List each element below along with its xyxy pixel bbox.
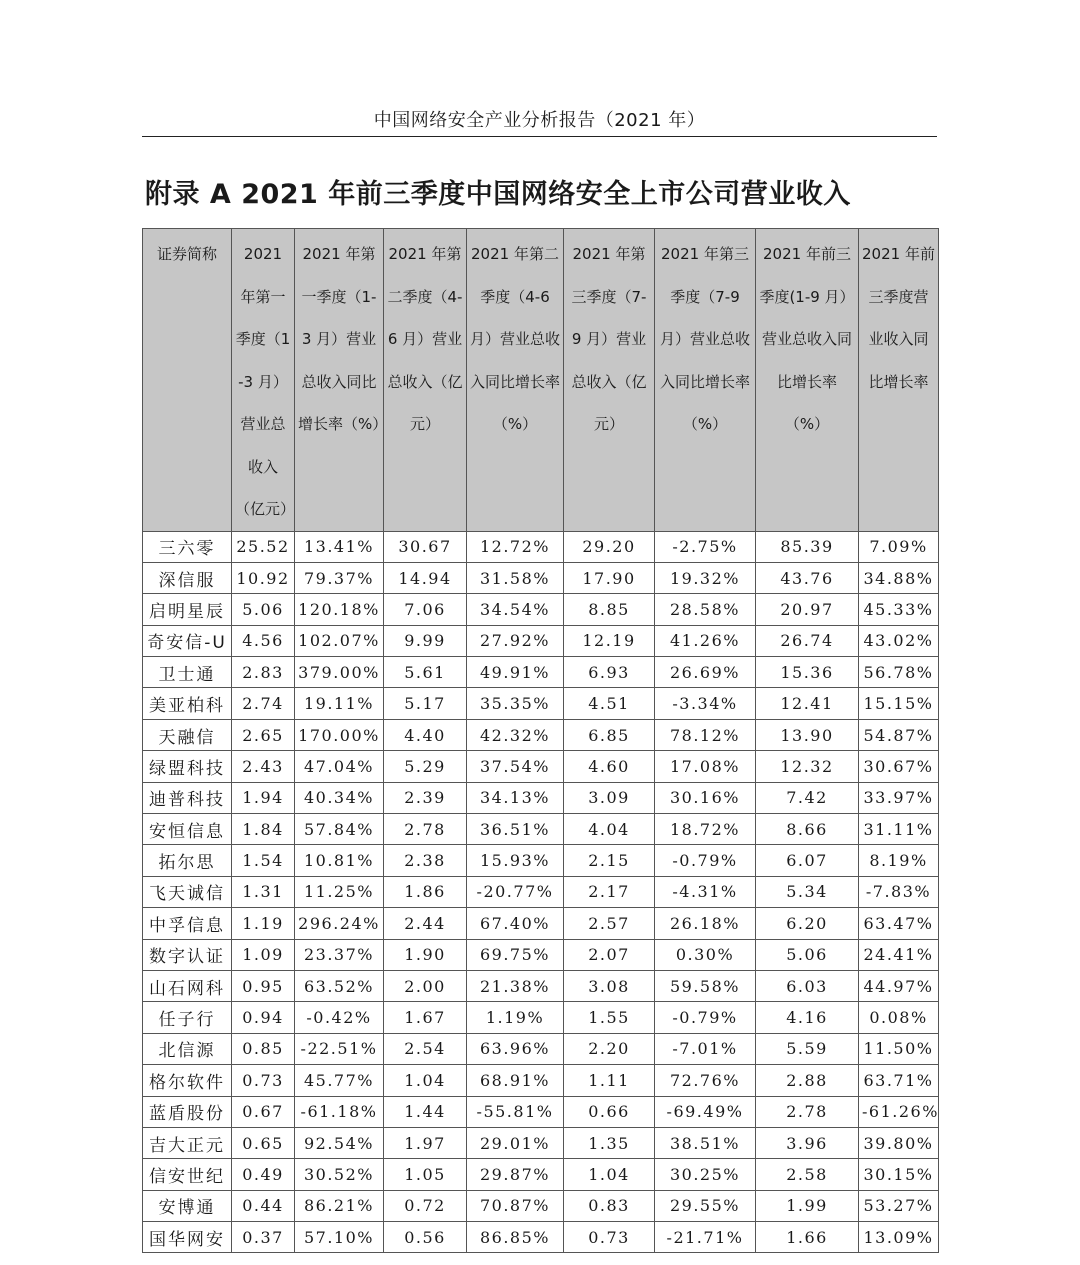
company-name-cell: 北信源 (143, 1033, 232, 1064)
value-cell: 4.60 (564, 751, 655, 782)
value-cell: 0.37 (232, 1222, 295, 1253)
value-cell: 2.58 (756, 1159, 859, 1190)
value-cell: 18.72% (655, 814, 756, 845)
value-cell: 63.52% (295, 970, 384, 1001)
company-name-cell: 天融信 (143, 719, 232, 750)
value-cell: 1.04 (564, 1159, 655, 1190)
company-name-cell: 拓尔思 (143, 845, 232, 876)
table-row (143, 876, 939, 907)
value-cell: 6.85 (564, 719, 655, 750)
value-cell: 2.83 (232, 657, 295, 688)
value-cell: 2.00 (384, 970, 467, 1001)
value-cell: 54.87% (859, 719, 939, 750)
value-cell: 69.75% (467, 939, 564, 970)
table-row (143, 531, 939, 562)
value-cell: 14.94 (384, 562, 467, 593)
value-cell: 30.52% (295, 1159, 384, 1190)
value-cell: 0.67 (232, 1096, 295, 1127)
value-cell: 1.11 (564, 1065, 655, 1096)
column-header: 2021 年第二季度（4-6 月）营业总收入（亿元） (384, 229, 467, 532)
value-cell: 59.58% (655, 970, 756, 1001)
value-cell: 1.44 (384, 1096, 467, 1127)
value-cell: 36.51% (467, 814, 564, 845)
table-row (143, 814, 939, 845)
value-cell: 1.19 (232, 908, 295, 939)
company-name-cell: 信安世纪 (143, 1159, 232, 1190)
value-cell: 43.02% (859, 625, 939, 656)
value-cell: 41.26% (655, 625, 756, 656)
value-cell: 0.73 (564, 1222, 655, 1253)
value-cell: 12.72% (467, 531, 564, 562)
table-row (143, 1222, 939, 1253)
value-cell: 1.67 (384, 1002, 467, 1033)
value-cell: 35.35% (467, 688, 564, 719)
value-cell: -2.75% (655, 531, 756, 562)
value-cell: 5.61 (384, 657, 467, 688)
table-row (143, 908, 939, 939)
company-name-cell: 飞天诚信 (143, 876, 232, 907)
value-cell: 40.34% (295, 782, 384, 813)
company-name-cell: 美亚柏科 (143, 688, 232, 719)
table-row (143, 1096, 939, 1127)
table-row (143, 751, 939, 782)
value-cell: 86.85% (467, 1222, 564, 1253)
company-name-cell: 安博通 (143, 1190, 232, 1221)
value-cell: 2.57 (564, 908, 655, 939)
value-cell: 0.73 (232, 1065, 295, 1096)
value-cell: 4.04 (564, 814, 655, 845)
value-cell: 7.09% (859, 531, 939, 562)
value-cell: 10.81% (295, 845, 384, 876)
value-cell: 5.29 (384, 751, 467, 782)
column-header: 2021 年前三季度(1-9 月）营业总收入同比增长率（%） (756, 229, 859, 532)
value-cell: 63.71% (859, 1065, 939, 1096)
value-cell: 2.17 (564, 876, 655, 907)
company-name-cell: 中孚信息 (143, 908, 232, 939)
value-cell: 6.03 (756, 970, 859, 1001)
value-cell: 3.09 (564, 782, 655, 813)
value-cell: -0.42% (295, 1002, 384, 1033)
value-cell: 1.55 (564, 1002, 655, 1033)
value-cell: 2.78 (756, 1096, 859, 1127)
value-cell: 29.01% (467, 1127, 564, 1158)
value-cell: 1.54 (232, 845, 295, 876)
value-cell: 57.84% (295, 814, 384, 845)
table-row (143, 562, 939, 593)
value-cell: 1.94 (232, 782, 295, 813)
company-name-cell: 绿盟科技 (143, 751, 232, 782)
value-cell: 20.97 (756, 594, 859, 625)
table-row (143, 782, 939, 813)
table-row (143, 1065, 939, 1096)
value-cell: 78.12% (655, 719, 756, 750)
value-cell: 2.20 (564, 1033, 655, 1064)
value-cell: 11.50% (859, 1033, 939, 1064)
value-cell: 5.17 (384, 688, 467, 719)
value-cell: 6.07 (756, 845, 859, 876)
value-cell: 57.10% (295, 1222, 384, 1253)
value-cell: 56.78% (859, 657, 939, 688)
value-cell: 1.90 (384, 939, 467, 970)
value-cell: 4.40 (384, 719, 467, 750)
value-cell: -55.81% (467, 1096, 564, 1127)
value-cell: 2.15 (564, 845, 655, 876)
value-cell: 26.18% (655, 908, 756, 939)
value-cell: 13.90 (756, 719, 859, 750)
value-cell: 19.32% (655, 562, 756, 593)
value-cell: 30.67 (384, 531, 467, 562)
value-cell: 39.80% (859, 1127, 939, 1158)
value-cell: 12.32 (756, 751, 859, 782)
value-cell: 15.15% (859, 688, 939, 719)
header-rule (142, 136, 937, 137)
value-cell: 8.66 (756, 814, 859, 845)
value-cell: 45.77% (295, 1065, 384, 1096)
value-cell: 79.37% (295, 562, 384, 593)
revenue-table (142, 228, 939, 1253)
table-row (143, 657, 939, 688)
value-cell: 70.87% (467, 1190, 564, 1221)
value-cell: 30.15% (859, 1159, 939, 1190)
running-header: 中国网络安全产业分析报告（2021 年） (373, 110, 706, 131)
value-cell: 34.54% (467, 594, 564, 625)
value-cell: 15.36 (756, 657, 859, 688)
value-cell: 0.30% (655, 939, 756, 970)
value-cell: 4.16 (756, 1002, 859, 1033)
value-cell: 31.58% (467, 562, 564, 593)
table-row (143, 688, 939, 719)
value-cell: -20.77% (467, 876, 564, 907)
value-cell: 34.88% (859, 562, 939, 593)
value-cell: 92.54% (295, 1127, 384, 1158)
value-cell: 37.54% (467, 751, 564, 782)
value-cell: 29.55% (655, 1190, 756, 1221)
company-name-cell: 数字认证 (143, 939, 232, 970)
value-cell: 2.07 (564, 939, 655, 970)
page-title: 附录 A 2021 年前三季度中国网络安全上市公司营业收入 (145, 179, 851, 210)
value-cell: 3.96 (756, 1127, 859, 1158)
value-cell: 42.32% (467, 719, 564, 750)
value-cell: 25.52 (232, 531, 295, 562)
table-row (143, 719, 939, 750)
table-row (143, 1190, 939, 1221)
value-cell: -21.71% (655, 1222, 756, 1253)
value-cell: 170.00% (295, 719, 384, 750)
value-cell: 63.96% (467, 1033, 564, 1064)
value-cell: 2.43 (232, 751, 295, 782)
value-cell: 8.19% (859, 845, 939, 876)
value-cell: 49.91% (467, 657, 564, 688)
value-cell: 1.35 (564, 1127, 655, 1158)
value-cell: 85.39 (756, 531, 859, 562)
company-name-cell: 深信服 (143, 562, 232, 593)
value-cell: 28.58% (655, 594, 756, 625)
value-cell: 11.25% (295, 876, 384, 907)
value-cell: -0.79% (655, 1002, 756, 1033)
value-cell: -3.34% (655, 688, 756, 719)
value-cell: 0.49 (232, 1159, 295, 1190)
company-name-cell: 奇安信-U (143, 625, 232, 656)
value-cell: 23.37% (295, 939, 384, 970)
value-cell: 7.06 (384, 594, 467, 625)
table-row (143, 939, 939, 970)
column-header: 证券简称 (143, 229, 232, 532)
value-cell: 0.95 (232, 970, 295, 1001)
value-cell: 0.56 (384, 1222, 467, 1253)
value-cell: -61.26% (859, 1096, 939, 1127)
value-cell: 102.07% (295, 625, 384, 656)
value-cell: 5.34 (756, 876, 859, 907)
company-name-cell: 迪普科技 (143, 782, 232, 813)
value-cell: 8.85 (564, 594, 655, 625)
value-cell: 5.06 (756, 939, 859, 970)
value-cell: 30.25% (655, 1159, 756, 1190)
value-cell: 2.39 (384, 782, 467, 813)
value-cell: 30.16% (655, 782, 756, 813)
value-cell: 27.92% (467, 625, 564, 656)
value-cell: 1.31 (232, 876, 295, 907)
company-name-cell: 山石网科 (143, 970, 232, 1001)
table-row (143, 1002, 939, 1033)
company-name-cell: 吉大正元 (143, 1127, 232, 1158)
value-cell: 4.51 (564, 688, 655, 719)
value-cell: 0.72 (384, 1190, 467, 1221)
value-cell: 19.11% (295, 688, 384, 719)
value-cell: 5.06 (232, 594, 295, 625)
value-cell: -22.51% (295, 1033, 384, 1064)
value-cell: 29.87% (467, 1159, 564, 1190)
value-cell: 10.92 (232, 562, 295, 593)
company-name-cell: 国华网安 (143, 1222, 232, 1253)
table-row (143, 970, 939, 1001)
value-cell: 2.44 (384, 908, 467, 939)
value-cell: 13.41% (295, 531, 384, 562)
value-cell: 2.74 (232, 688, 295, 719)
table-row (143, 1127, 939, 1158)
value-cell: 2.88 (756, 1065, 859, 1096)
value-cell: 31.11% (859, 814, 939, 845)
value-cell: 1.86 (384, 876, 467, 907)
value-cell: 2.78 (384, 814, 467, 845)
table-row (143, 1033, 939, 1064)
value-cell: 72.76% (655, 1065, 756, 1096)
value-cell: 24.41% (859, 939, 939, 970)
value-cell: 44.97% (859, 970, 939, 1001)
value-cell: 45.33% (859, 594, 939, 625)
company-name-cell: 格尔软件 (143, 1065, 232, 1096)
value-cell: 0.65 (232, 1127, 295, 1158)
value-cell: 34.13% (467, 782, 564, 813)
value-cell: 0.66 (564, 1096, 655, 1127)
value-cell: 63.47% (859, 908, 939, 939)
table-body (143, 531, 939, 1253)
value-cell: -7.01% (655, 1033, 756, 1064)
value-cell: 3.08 (564, 970, 655, 1001)
value-cell: 0.83 (564, 1190, 655, 1221)
value-cell: 6.93 (564, 657, 655, 688)
value-cell: 1.09 (232, 939, 295, 970)
value-cell: 1.99 (756, 1190, 859, 1221)
value-cell: 0.44 (232, 1190, 295, 1221)
value-cell: 17.08% (655, 751, 756, 782)
table-row (143, 594, 939, 625)
value-cell: 379.00% (295, 657, 384, 688)
value-cell: 120.18% (295, 594, 384, 625)
column-header: 2021 年第一季度（1-3 月）营业总收入同比增长率（%） (295, 229, 384, 532)
value-cell: 17.90 (564, 562, 655, 593)
column-header: 2021 年第三季度（7-9 月）营业总收入同比增长率（%） (655, 229, 756, 532)
company-name-cell: 卫士通 (143, 657, 232, 688)
value-cell: 0.08% (859, 1002, 939, 1033)
table-row (143, 625, 939, 656)
value-cell: 12.41 (756, 688, 859, 719)
value-cell: 1.19% (467, 1002, 564, 1033)
value-cell: 1.04 (384, 1065, 467, 1096)
column-header: 2021 年第二季度（4-6 月）营业总收入同比增长率（%） (467, 229, 564, 532)
table-row (143, 845, 939, 876)
value-cell: 9.99 (384, 625, 467, 656)
value-cell: 21.38% (467, 970, 564, 1001)
value-cell: 1.66 (756, 1222, 859, 1253)
value-cell: 26.74 (756, 625, 859, 656)
value-cell: 13.09% (859, 1222, 939, 1253)
value-cell: 86.21% (295, 1190, 384, 1221)
value-cell: 2.65 (232, 719, 295, 750)
column-header: 2021 年前三季度营业收入同比增长率 (859, 229, 939, 532)
value-cell: 68.91% (467, 1065, 564, 1096)
value-cell: 12.19 (564, 625, 655, 656)
company-name-cell: 三六零 (143, 531, 232, 562)
company-name-cell: 启明星辰 (143, 594, 232, 625)
value-cell: 47.04% (295, 751, 384, 782)
value-cell: 1.97 (384, 1127, 467, 1158)
table-row (143, 1159, 939, 1190)
value-cell: 0.94 (232, 1002, 295, 1033)
value-cell: 0.85 (232, 1033, 295, 1064)
value-cell: 33.97% (859, 782, 939, 813)
company-name-cell: 蓝盾股份 (143, 1096, 232, 1127)
value-cell: 4.56 (232, 625, 295, 656)
value-cell: 30.67% (859, 751, 939, 782)
company-name-cell: 任子行 (143, 1002, 232, 1033)
value-cell: 5.59 (756, 1033, 859, 1064)
value-cell: 1.05 (384, 1159, 467, 1190)
value-cell: 15.93% (467, 845, 564, 876)
table-header-row (143, 229, 939, 532)
value-cell: 1.84 (232, 814, 295, 845)
value-cell: -61.18% (295, 1096, 384, 1127)
value-cell: 26.69% (655, 657, 756, 688)
value-cell: -69.49% (655, 1096, 756, 1127)
company-name-cell: 安恒信息 (143, 814, 232, 845)
value-cell: 67.40% (467, 908, 564, 939)
value-cell: 2.54 (384, 1033, 467, 1064)
value-cell: 43.76 (756, 562, 859, 593)
value-cell: 6.20 (756, 908, 859, 939)
value-cell: -7.83% (859, 876, 939, 907)
column-header: 2021 年第一季度（1-3 月）营业总收入（亿元） (232, 229, 295, 532)
value-cell: -0.79% (655, 845, 756, 876)
value-cell: 53.27% (859, 1190, 939, 1221)
value-cell: 296.24% (295, 908, 384, 939)
value-cell: -4.31% (655, 876, 756, 907)
value-cell: 2.38 (384, 845, 467, 876)
column-header: 2021 年第三季度（7-9 月）营业总收入（亿元） (564, 229, 655, 532)
value-cell: 29.20 (564, 531, 655, 562)
value-cell: 38.51% (655, 1127, 756, 1158)
value-cell: 7.42 (756, 782, 859, 813)
